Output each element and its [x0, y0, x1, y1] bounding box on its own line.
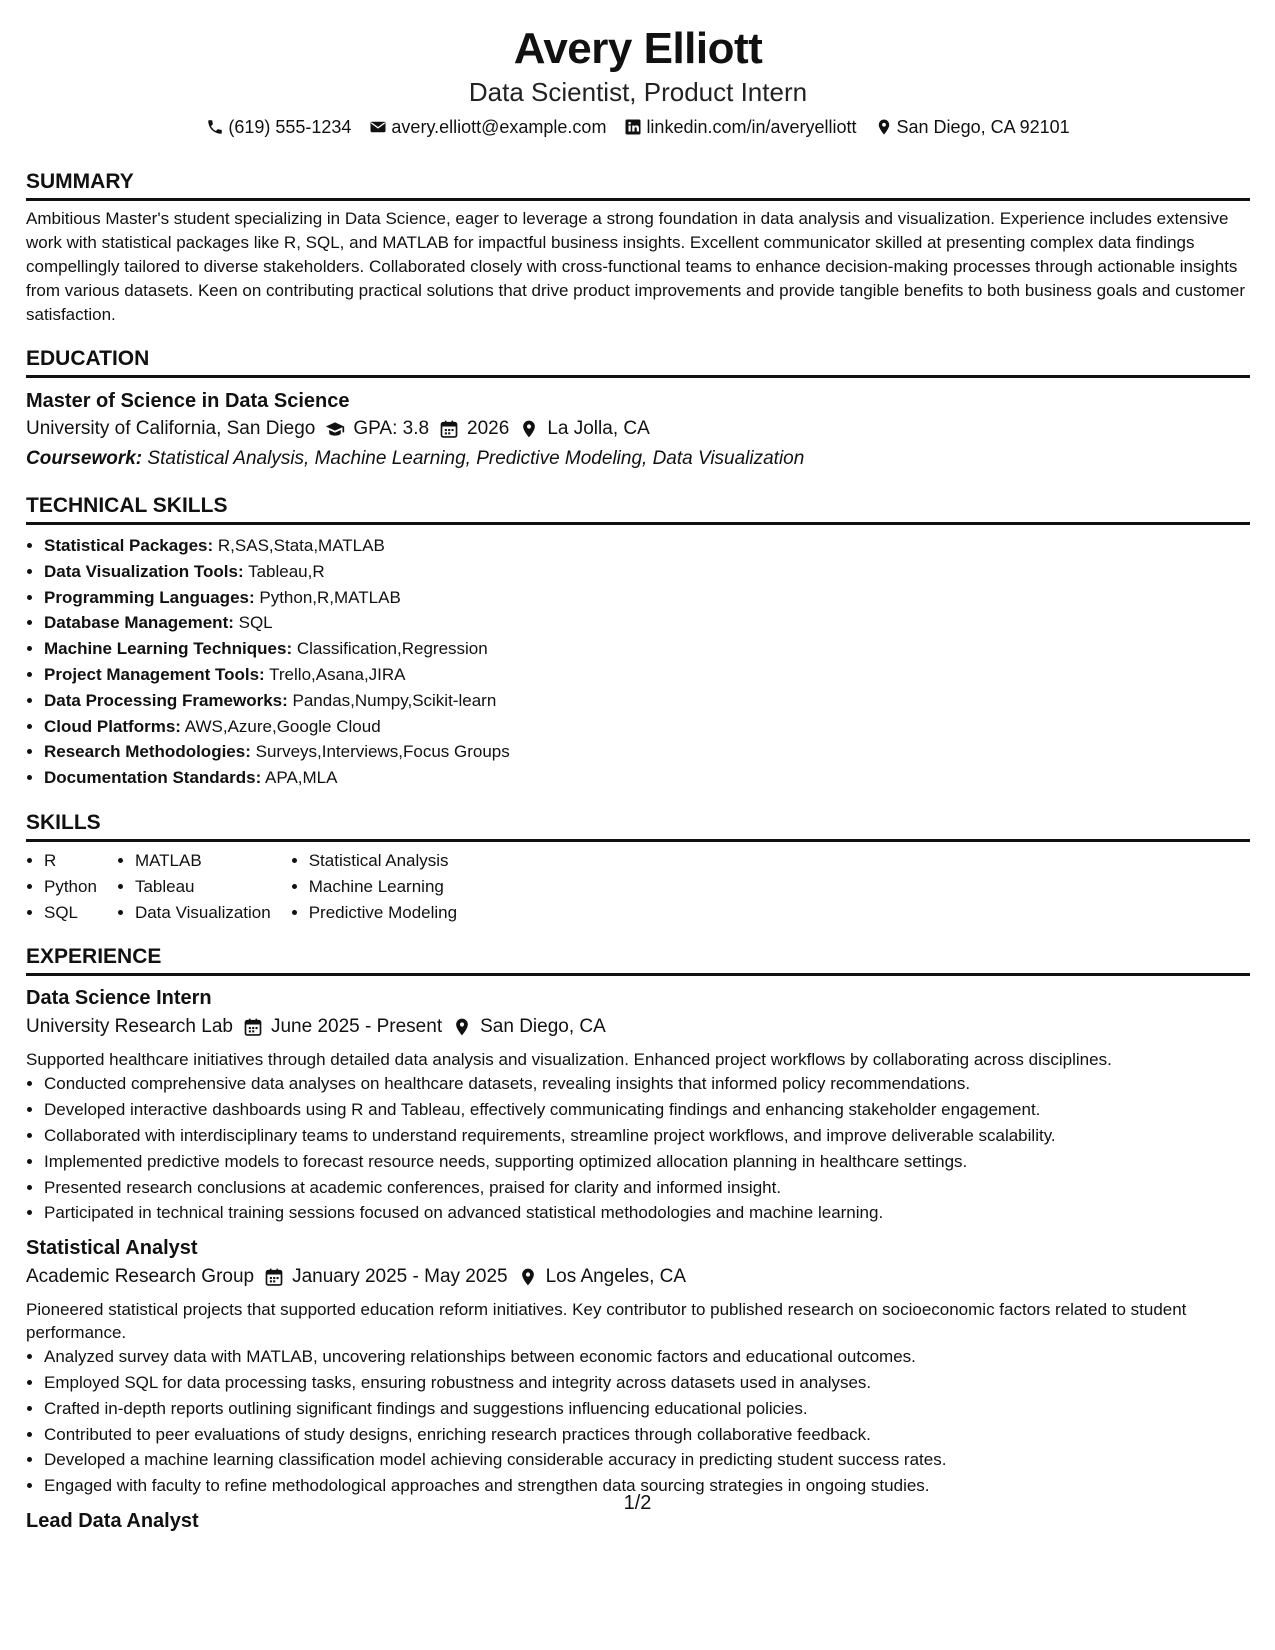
list-item: • Developed a machine learning classification model achieving considerable accuracy in predicting student success rates. [44, 1447, 1250, 1473]
list-item: • Contributed to peer evaluations of study designs, enriching research practices through collaborative feedback. [44, 1422, 1250, 1448]
job-org: Academic Research Group [26, 1266, 255, 1288]
list-item: • Presented research conclusions at academic conferences, praised for clarity and informed insight. [44, 1175, 1250, 1201]
resume-page [26, 22, 1250, 1535]
skill-value: APA,MLA [265, 768, 338, 788]
skills-columns [26, 848, 1250, 925]
list-item [44, 533, 1250, 559]
technical-skills-list [26, 533, 1250, 791]
skills-column-3 [291, 848, 457, 925]
experience-heading: EXPERIENCE [26, 943, 1250, 976]
technical-skills-heading: TECHNICAL SKILLS [26, 492, 1250, 525]
list-item [44, 662, 1250, 688]
list-item: • Data Visualization [135, 900, 271, 926]
page-number: 1/2 [623, 1492, 652, 1514]
summary-text: Ambitious Master's student specializing in Data Science, eager to leverage a strong foundation in data analysis and visualization. Experience includes extensive work with statistical packages like R, SQL, and MATLAB for impactful business insights. Excellent communicator skilled at presenting complex data findings compellingly tailored to diverse stakeholders. Collaborated closely with cross-functional teams to enhance decision-making processes through actionable insights from various datasets. Keen on contributing practical solutions that drive product improvements and provide tangible benefits to both business goals and customer satisfaction. [26, 209, 1246, 324]
gpa-text: GPA: 3.8 [353, 418, 430, 439]
coursework-label: Coursework: [26, 448, 143, 469]
technical-skills-section [26, 492, 1250, 791]
skill-label: Research Methodologies: [44, 742, 251, 762]
calendar-icon [264, 1267, 284, 1287]
list-item: • Participated in technical training sessions focused on advanced statistical methodologies and machine learning. [44, 1200, 1250, 1226]
job-location: Los Angeles, CA [545, 1266, 687, 1288]
job-bullets [26, 1344, 1250, 1499]
list-item: • Crafted in-depth reports outlining significant findings and suggestions influencing educational policies. [44, 1396, 1250, 1422]
skill-label: Programming Languages: [44, 587, 255, 607]
list-item: • MATLAB [135, 848, 271, 874]
job-dates-item [264, 1262, 507, 1292]
summary-heading: SUMMARY [26, 168, 1250, 201]
skill-value: Tableau,R [248, 561, 325, 581]
list-item [44, 636, 1250, 662]
map-pin-icon [452, 1017, 472, 1037]
list-item: • Engaged with faculty to refine methodological approaches and strengthen data sourcing strategies in ongoing studies. [44, 1473, 1250, 1499]
list-item: • Implemented predictive models to forecast resource needs, supporting optimized allocation planning in healthcare settings. [44, 1149, 1250, 1175]
email-text[interactable]: avery.elliott@example.com [391, 117, 607, 137]
location-text: San Diego, CA 92101 [896, 117, 1070, 137]
graduation-cap-icon [325, 419, 345, 439]
skills-column-2 [117, 848, 271, 925]
skill-value: AWS,Azure,Google Cloud [184, 716, 381, 736]
skill-value: Surveys,Interviews,Focus Groups [255, 742, 510, 762]
job-title: Statistical Analyst [26, 1237, 198, 1260]
skill-label: Statistical Packages: [44, 536, 214, 555]
job-dates: January 2025 - May 2025 [292, 1266, 508, 1288]
education-meta [26, 414, 1250, 444]
job-org: University Research Lab [26, 1016, 233, 1038]
linkedin-icon [624, 118, 642, 136]
linkedin-text[interactable]: linkedin.com/in/averyelliott [646, 117, 857, 137]
job-location-item [452, 1012, 606, 1042]
envelope-icon [369, 118, 387, 136]
skills-heading: SKILLS [26, 809, 1250, 842]
degree-name: Master of Science in Data Science [26, 390, 350, 412]
candidate-name: Avery Elliott [513, 24, 763, 73]
job-entry [26, 1234, 1250, 1499]
list-item: • Tableau [135, 874, 271, 900]
job-description: Supported healthcare initiatives through detailed data analysis and visualization. Enhanced project workflows by collaborating across disciplines. [26, 1050, 1112, 1070]
job-meta [26, 1262, 1250, 1292]
education-heading: EDUCATION [26, 345, 1250, 378]
skill-value: Trello,Asana,JIRA [269, 664, 406, 684]
year-item [439, 414, 509, 444]
job-description: Pioneered statistical projects that supported education reform initiatives. Key contributor to published research on socioeconomic factors related to student performance. [26, 1300, 1187, 1343]
skill-label: Data Processing Frameworks: [44, 690, 288, 710]
skill-value: Pandas,Numpy,Scikit-learn [292, 690, 497, 710]
list-item: • Statistical Analysis [309, 848, 457, 874]
calendar-icon [439, 419, 459, 439]
skill-value: Python,R,MATLAB [259, 587, 401, 607]
list-item: • Machine Learning [309, 874, 457, 900]
skill-label: Cloud Platforms: [44, 716, 181, 736]
skill-label: Project Management Tools: [44, 664, 265, 684]
list-item [44, 739, 1250, 765]
experience-section [26, 943, 1250, 1535]
job-dates-item [243, 1012, 442, 1042]
job-title: Lead Data Analyst [26, 1509, 199, 1532]
edu-location-item [519, 414, 649, 444]
coursework-text: Statistical Analysis, Machine Learning, Predictive Modeling, Data Visualization [147, 448, 805, 469]
edu-location-text: La Jolla, CA [547, 418, 650, 439]
job-title: Data Science Intern [26, 987, 212, 1010]
list-item [44, 610, 1250, 636]
job-meta [26, 1012, 1250, 1042]
skill-value: R,SAS,Stata,MATLAB [217, 536, 385, 555]
skill-label: Documentation Standards: [44, 768, 262, 788]
skills-section [26, 809, 1250, 925]
candidate-title: Data Scientist, Product Intern [468, 77, 808, 107]
skill-label: Data Visualization Tools: [44, 561, 244, 581]
skill-value: SQL [238, 613, 273, 633]
phone-text: (619) 555-1234 [228, 117, 352, 137]
list-item: • R [44, 848, 97, 874]
school-name: University of California, San Diego [26, 418, 316, 439]
list-item: • Developed interactive dashboards using R and Tableau, effectively communicating findings and enhancing stakeholder engagement. [44, 1097, 1250, 1123]
skills-column-1 [26, 848, 97, 925]
map-pin-icon [519, 419, 539, 439]
map-pin-icon [875, 118, 893, 136]
job-bullets [26, 1071, 1250, 1226]
job-entry [26, 984, 1250, 1226]
list-item [44, 714, 1250, 740]
skill-value: Classification,Regression [296, 639, 488, 659]
contact-bar [26, 114, 1250, 140]
skill-label: Machine Learning Techniques: [44, 639, 293, 659]
list-item [44, 559, 1250, 585]
list-item [44, 688, 1250, 714]
contact-phone [206, 114, 351, 140]
skill-label: Database Management: [44, 613, 234, 633]
list-item: • Conducted comprehensive data analyses on healthcare datasets, revealing insights that informed policy recommendations. [44, 1071, 1250, 1097]
gpa-item [325, 414, 429, 444]
year-text: 2026 [467, 418, 510, 439]
contact-email[interactable] [369, 114, 606, 140]
contact-linkedin[interactable] [624, 114, 856, 140]
list-item: • SQL [44, 900, 97, 926]
contact-location [875, 114, 1070, 140]
job-location-item [518, 1262, 686, 1292]
map-pin-icon [518, 1267, 538, 1287]
list-item: • Collaborated with interdisciplinary teams to understand requirements, streamline project workflows, and improve deliverable scalability. [44, 1123, 1250, 1149]
calendar-icon [243, 1017, 263, 1037]
list-item: • Employed SQL for data processing tasks, ensuring robustness and integrity across datasets used in analyses. [44, 1370, 1250, 1396]
list-item: • Python [44, 874, 97, 900]
list-item: • Analyzed survey data with MATLAB, uncovering relationships between economic factors and educational outcomes. [44, 1344, 1250, 1370]
education-section [26, 345, 1250, 474]
list-item [44, 765, 1250, 791]
list-item [44, 585, 1250, 611]
phone-icon [206, 118, 224, 136]
coursework-line [26, 444, 1250, 474]
summary-section [26, 168, 1250, 327]
job-dates: June 2025 - Present [270, 1016, 443, 1038]
list-item: • Predictive Modeling [309, 900, 457, 926]
job-location: San Diego, CA [480, 1016, 606, 1038]
